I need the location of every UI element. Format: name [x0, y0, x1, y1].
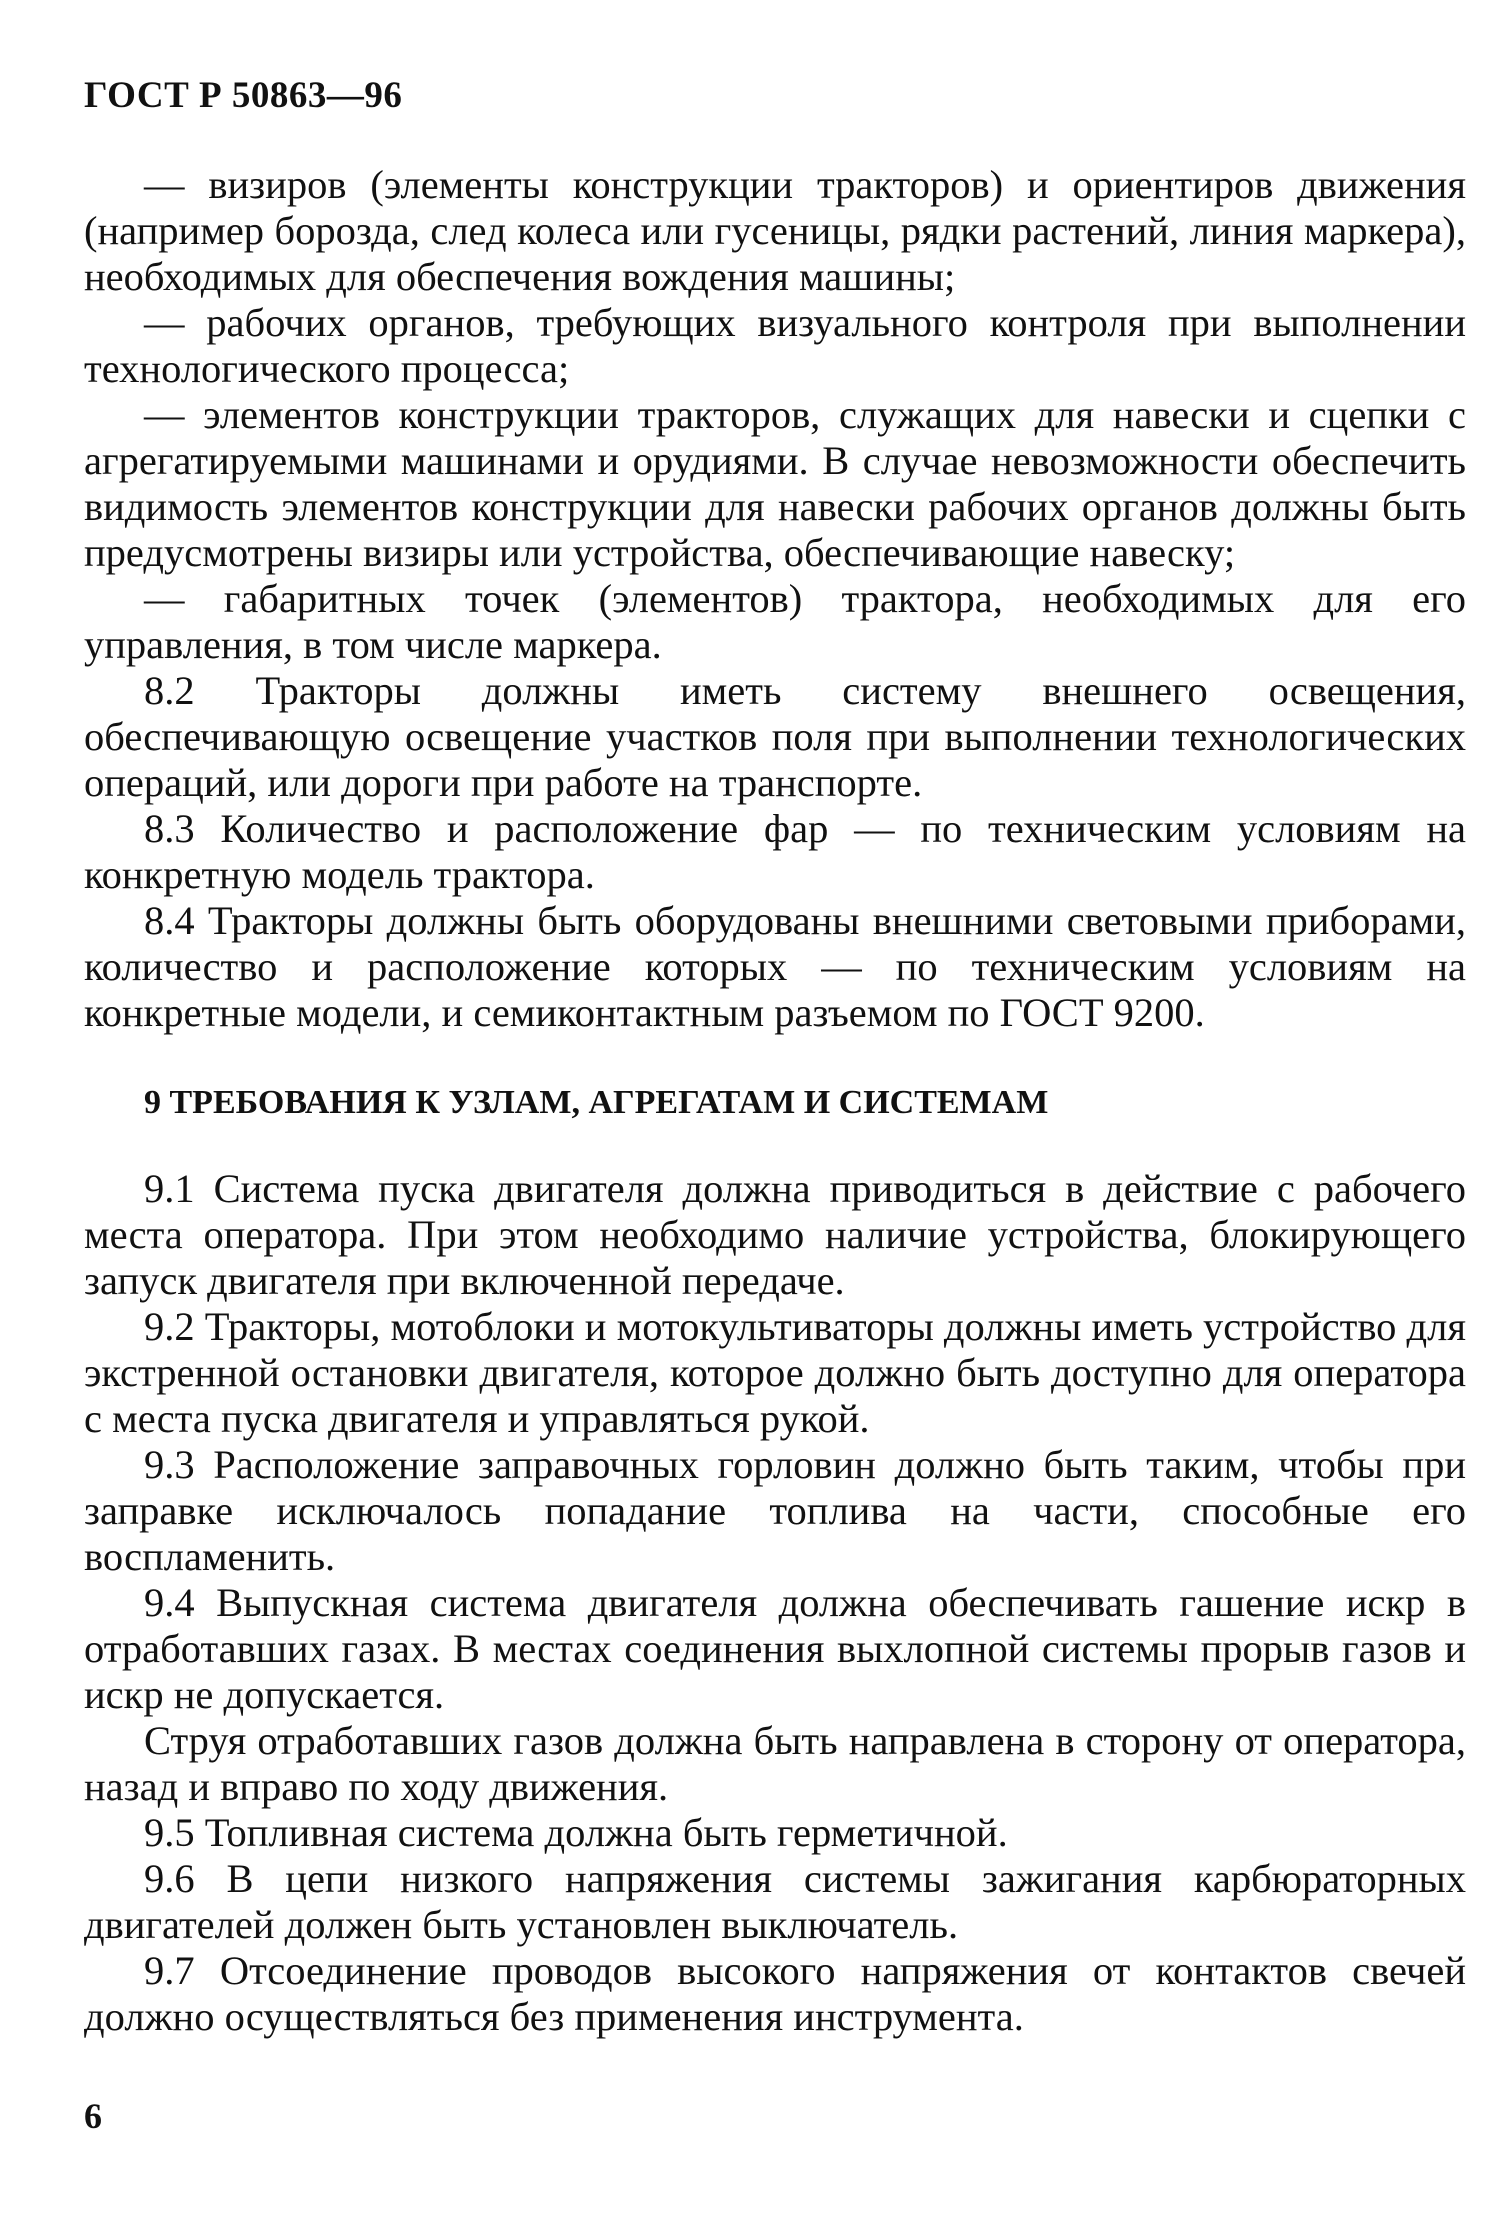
paragraph-8-3: 8.3 Количество и расположение фар — по техническим условиям на конкретную модель трактора. — [84, 806, 1466, 897]
document-body — [84, 162, 1466, 2040]
paragraph-9-1: 9.1 Система пуска двигателя должна приводиться в действие с рабочего места оператора. При этом необходимо наличие устройства, блокирующего запуск двигателя при включенной передаче. — [84, 1166, 1466, 1303]
paragraph-9-2: 9.2 Тракторы, мотоблоки и мотокультиваторы должны иметь устройство для экстренной остановки двигателя, которое должно быть доступно для оператора с места пуска двигателя и управляться рукой. — [84, 1304, 1466, 1441]
paragraph-9-6: 9.6 В цепи низкого напряжения системы зажигания карбюраторных двигателей должен быть установлен выключатель. — [84, 1856, 1466, 1947]
paragraph-9-4: 9.4 Выпускная система двигателя должна обеспечивать гашение искр в отработавших газах. В местах соединения выхлопной системы прорыв газов и искр не допускается. — [84, 1580, 1466, 1717]
paragraph-exhaust-direction: Струя отработавших газов должна быть направлена в сторону от оператора, назад и вправо по ходу движения. — [84, 1718, 1466, 1809]
paragraph-sights: — визиров (элементы конструкции тракторов) и ориентиров движения (например борозда, след колеса или гусеницы, рядки растений, линия маркера), необходимых для обеспечения вождения машины; — [84, 162, 1466, 299]
paragraph-8-4: 8.4 Тракторы должны быть оборудованы внешними световыми приборами, количество и расположение которых — по техническим условиям на конкретные модели, и семиконтактным разъемом по ГОСТ 9200. — [84, 898, 1466, 1035]
paragraph-8-2: 8.2 Тракторы должны иметь систему внешнего освещения, обеспечивающую освещение участков поля при выполнении технологических операций, или дороги при работе на транспорте. — [84, 668, 1466, 805]
paragraph-9-3: 9.3 Расположение заправочных горловин должно быть таким, чтобы при заправке исключалось попадание топлива на части, способные его воспламенить. — [84, 1442, 1466, 1579]
paragraph-hitch-elements: — элементов конструкции тракторов, служащих для навески и сцепки с агрегатируемыми машинами и орудиями. В случае невозможности обеспечить видимость элементов конструкции для навески рабочих органов должны быть предусмотрены визиры или устройства, обеспечивающие навеску; — [84, 392, 1466, 575]
section-heading-9: 9 ТРЕБОВАНИЯ К УЗЛАМ, АГРЕГАТАМ И СИСТЕМАМ — [144, 1084, 1049, 1121]
paragraph-dimension-points: — габаритных точек (элементов) трактора, необходимых для его управления, в том числе маркера. — [84, 576, 1466, 667]
page-number: 6 — [84, 2096, 102, 2136]
paragraph-9-5: 9.5 Топливная система должна быть герметичной. — [144, 1810, 1008, 1855]
paragraph-9-7: 9.7 Отсоединение проводов высокого напряжения от контактов свечей должно осуществляться без применения инструмента. — [84, 1948, 1466, 2039]
document-code-header: ГОСТ Р 50863—96 — [84, 75, 403, 116]
paragraph-working-organs: — рабочих органов, требующих визуального контроля при выполнении технологического процесса; — [84, 300, 1466, 391]
